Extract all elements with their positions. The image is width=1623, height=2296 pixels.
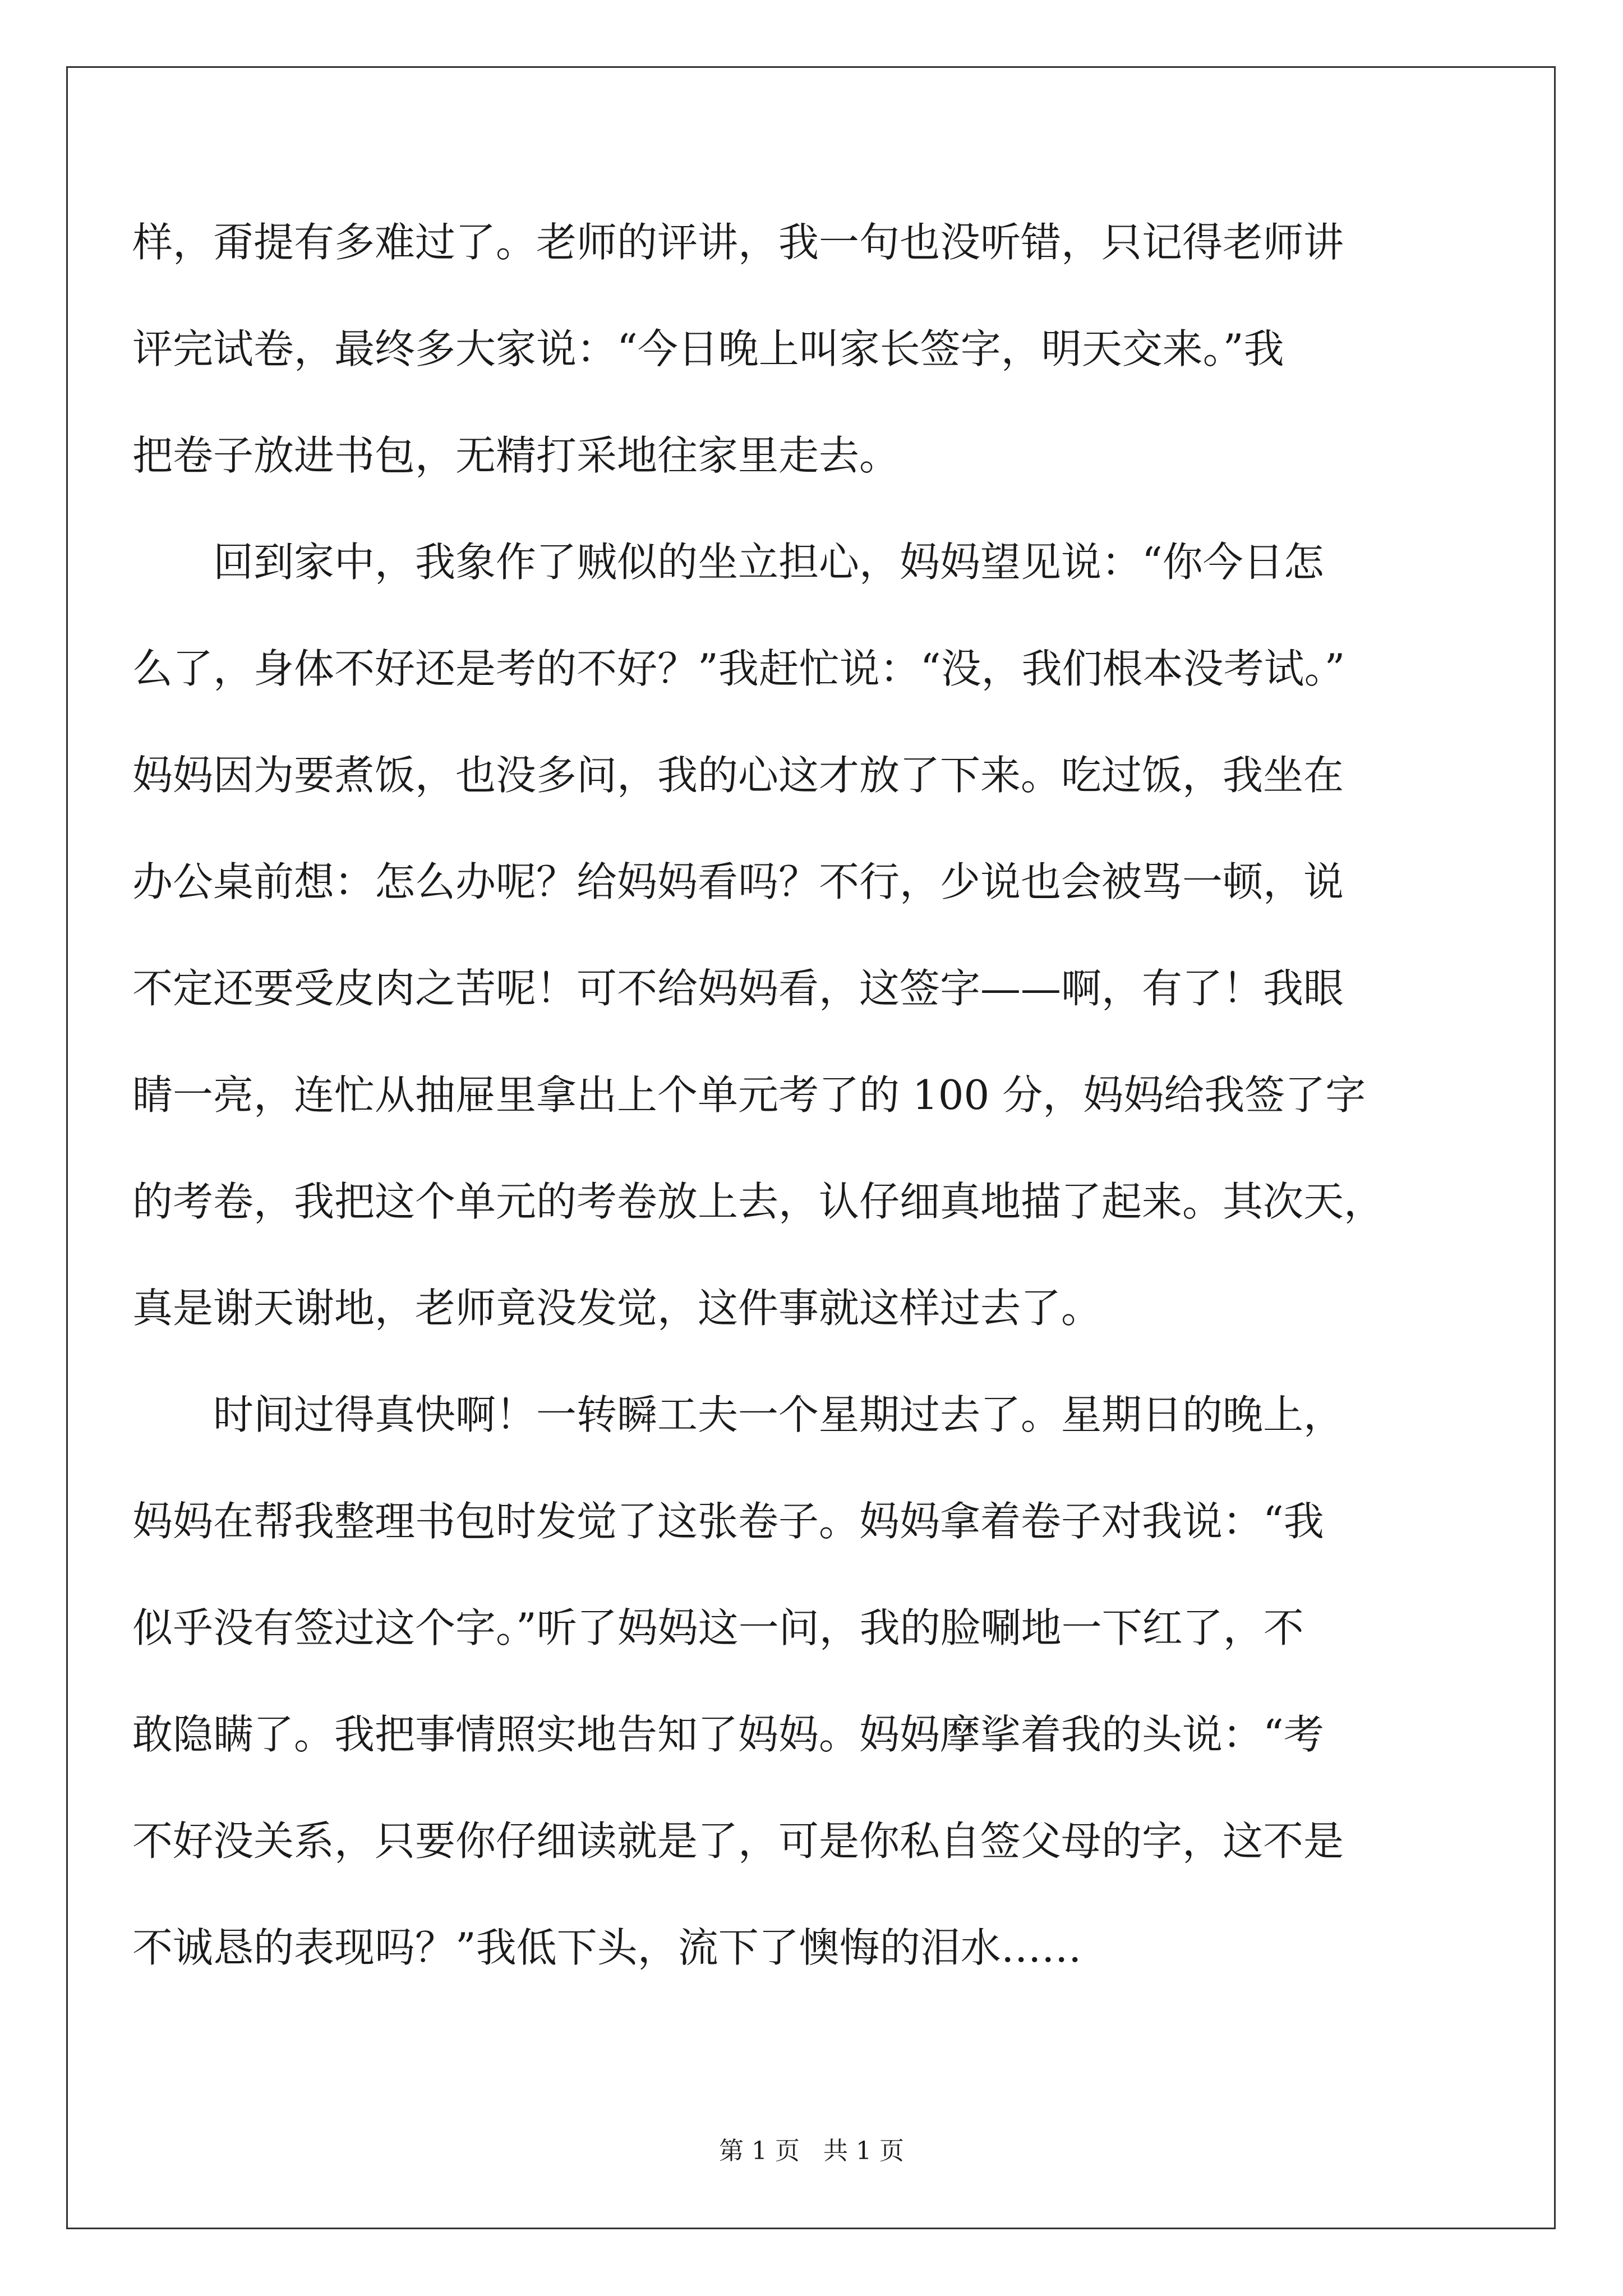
text-line: 办公桌前想：怎么办呢？给妈妈看吗？不行，少说也会被骂一顿，说 [132, 858, 1344, 905]
text-line: 不好没关系，只要你仔细读就是了，可是你私自签父母的字，这不是 [132, 1818, 1344, 1865]
text-line: 不定还要受皮肉之苦呢！可不给妈妈看，这签字——啊，有了！我眼 [132, 965, 1344, 1012]
text-line: 妈妈因为要煮饭，也没多问，我的心这才放了下来。吃过饭，我坐在 [132, 752, 1344, 799]
text-line: 真是谢天谢地，老师竟没发觉，这件事就这样过去了。 [132, 1285, 1102, 1332]
text-line: 的考卷，我把这个单元的考卷放上去，认仔细真地描了起来。其次天， [132, 1178, 1385, 1225]
page-number: 第 1 页 [719, 2137, 800, 2165]
document-body [132, 209, 1490, 2021]
page-footer [0, 2131, 1623, 2166]
text-line: 似乎没有签过这个字。”听了妈妈这一问，我的脸唰地一下红了，不 [132, 1604, 1304, 1651]
text-line: 评完试卷，最终多大家说：“今日晚上叫家长签字，明天交来。”我 [132, 325, 1284, 372]
text-line: 样，甭提有多难过了。老师的评讲，我一句也没听错，只记得老师讲 [132, 219, 1344, 266]
text-line: 妈妈在帮我整理书包时发觉了这张卷子。妈妈拿着卷子对我说：“我 [132, 1498, 1324, 1545]
text-line: 回到家中，我象作了贼似的坐立担心，妈妈望见说：“你今日怎 [132, 539, 1324, 586]
text-line: 敢隐瞒了。我把事情照实地告知了妈妈。妈妈摩挲着我的头说：“考 [132, 1711, 1324, 1758]
text-line: 不诚恳的表现吗？”我低下头，流下了懊悔的泪水…… [132, 1924, 1082, 1971]
text-line: 把卷子放进书包，无精打采地往家里走去。 [132, 432, 900, 479]
page-total: 共 1 页 [823, 2137, 904, 2165]
text-line: 时间过得真快啊！一转瞬工夫一个星期过去了。星期日的晚上， [132, 1391, 1344, 1438]
text-line: 睛一亮，连忙从抽屉里拿出上个单元考了的 100 分，妈妈给我签了字 [132, 1071, 1366, 1119]
text-line: 么了，身体不好还是考的不好？”我赶忙说：“没，我们根本没考试。” [132, 645, 1345, 692]
